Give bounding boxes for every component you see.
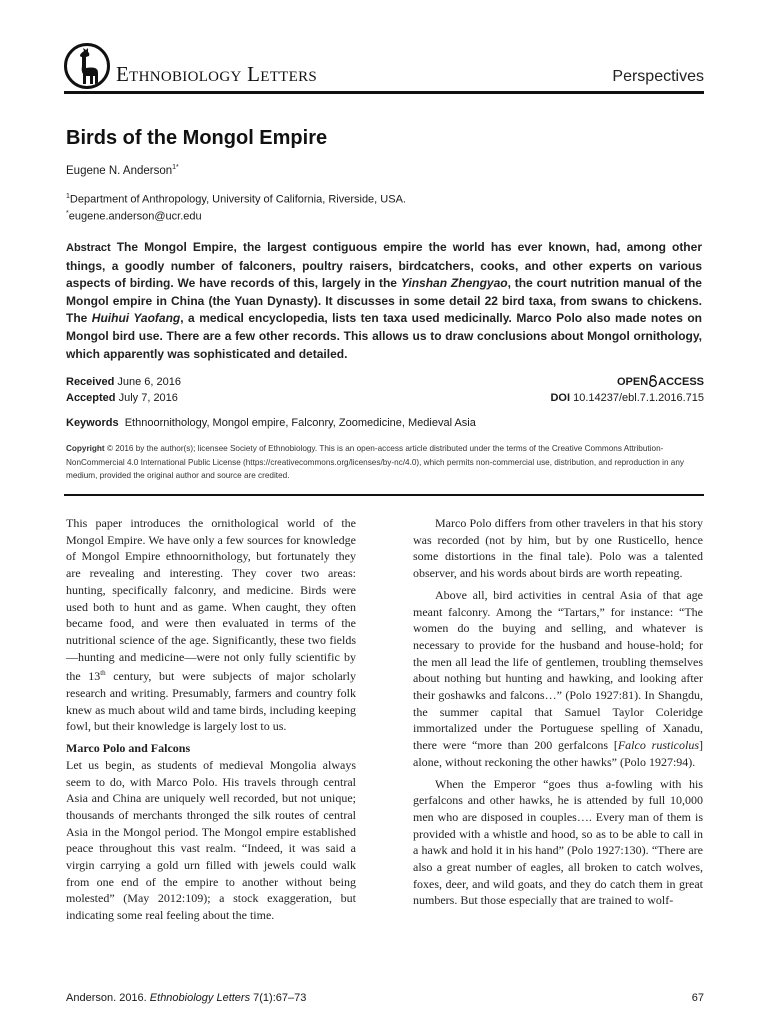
citation-journal: Ethnobiology Letters <box>149 992 251 1004</box>
footer-citation <box>66 992 306 1004</box>
received-label: Received <box>66 376 115 388</box>
open-access-right: ACCESS <box>658 376 704 388</box>
body-paragraph: When the Emperor “goes thus a-fowling with his gerfalcons and other hawks, he is attended by full 10,000 men who are disposed in couples…. Every man of them is provided with a whistle and hood, so as to be able to call in a hawk and hold it in his hand” (Polo 1927:130). “There are also a great number of eagles, all broken to catch wolves, foxes, deer, and wild goats, and they do catch them in great numbers. But those especially that are trained to wolf- <box>413 776 703 908</box>
italic-text: Yinshan Zhengyao <box>400 276 508 291</box>
accepted-date: July 7, 2016 <box>118 392 178 404</box>
text-run: The Mongol Empire, the largest contiguous empire the world has ever known, had, among other things, a goodly number of falconers, poultry raisers, birdcatchers, cooks, and other experts on various aspects of birding. We have records of this, largely in the <box>66 240 702 291</box>
text-run: , a medical encyclopedia, lists ten taxa used medicinally. Marco Polo also made notes on Mongol bird use. There are a few other records. This allows us to draw conclusions about Mongol ornithology, which apparently was sophisticated and detailed. <box>66 311 702 361</box>
text-run: ] alone, without reckoning the other hawks” (Polo 1927:94). <box>413 738 703 769</box>
affiliation-mark: 1 <box>66 193 70 200</box>
doi-label: DOI <box>550 392 571 404</box>
received-date: June 6, 2016 <box>117 376 181 388</box>
body-paragraph <box>413 587 703 771</box>
text-run: century, but were subjects of major scholarly research and writing. Presumably, farmers and country folk knew as much about wild and tame birds, including keeping fowl, but their knowledge is largely lost to us. <box>66 669 356 734</box>
body-paragraph <box>66 515 356 735</box>
section-label: Perspectives <box>612 68 704 85</box>
abstract <box>66 239 702 363</box>
dates <box>66 374 181 406</box>
section-divider <box>64 494 704 496</box>
open-access-badge <box>550 374 704 390</box>
citation-prefix: Anderson. 2016. <box>66 992 150 1004</box>
affiliation-text: Department of Anthropology, University of California, Riverside, USA. <box>69 193 406 206</box>
keywords-list: Ethnoornithology, Mongol empire, Falconry, Zoomedicine, Medieval Asia <box>124 417 476 429</box>
author-name: Eugene N. Anderson <box>66 164 173 177</box>
header-divider <box>64 91 704 94</box>
text-run: Above all, bird activities in central Asia of that age meant falconry. Among the “Tartars,” for instance: “The women do the buying and selling, and whatever is necessary to provide for the husband and house-hold; for the men all lead the life of gentlemen, troubling themselves about nothing but hunting and hawking, and looking after their goshawks and falcons…” (Polo 1927:81). In Shangdu, the summer capital that Samuel Taylor Coleridge immortalized under the Portuguese spelling of Xanadu, there were “more than 200 gerfalcons [ <box>413 587 703 753</box>
keywords-label: Keywords <box>66 417 119 429</box>
copyright-text: © 2016 by the author(s); licensee Society of Ethnobiology. This is an open-access article distributed under the terms of the Creative Commons Attribution-NonCommercial 4.0 International Public License (https://creativecommons.org/licenses/by-nc/4.0), which permits non-commercial use, distribution, and reproduction in any medium, provided the original author and source are credited. <box>66 444 684 481</box>
doi-line <box>550 390 704 406</box>
journal-name: Ethnobiology Letters <box>116 62 318 86</box>
email-mark: * <box>66 210 69 217</box>
accepted-label: Accepted <box>66 392 116 404</box>
author-line <box>66 164 179 177</box>
open-lock-icon <box>648 375 658 387</box>
abstract-label: Abstract <box>66 242 111 254</box>
open-access-block <box>550 374 704 406</box>
page-number: 67 <box>691 992 704 1004</box>
author-marks: 1* <box>172 164 179 171</box>
copyright-label: Copyright <box>66 444 105 453</box>
keywords <box>66 417 476 429</box>
superscript-text: th <box>100 669 106 678</box>
text-run: , the court nutrition manual of the Mongol empire in China (the Yuan Dynasty). It discusses in some detail 22 bird taxa, from swans to chickens. The <box>66 276 702 326</box>
text-run: This paper introduces the ornithological world of the Mongol Empire. We have only a few sources for knowledge of Mongol Empire ethnoornithology, but fortunately they are revealing and interesting. They cover two areas: hunting, specifically falconry, and medicine. Birds were used both to hunt and as game. When caught, they often became food, and were then evaluated in terms of the nutritional science of the age. Significantly, these two fields—hunting and medicine—were not only fully scientific by the 13 <box>66 516 356 684</box>
body-paragraph: Marco Polo differs from other travelers in that his story was recorded (not by him, but by one Rusticello, hence some distortions in the final tale). Polo was a talented observer, and his words about birds are worth repeating. <box>413 516 703 581</box>
open-access-left: OPEN <box>616 376 649 388</box>
copyright-notice <box>66 442 702 483</box>
affiliation <box>66 193 406 206</box>
section-heading: Marco Polo and Falcons <box>66 741 191 756</box>
body-column-right <box>413 515 703 909</box>
body-column-left <box>66 515 356 924</box>
llama-icon <box>67 46 107 86</box>
body-paragraph: Let us begin, as students of medieval Mongolia always seem to do, with Marco Polo. His travels through central Asia and China are uniquely well recorded, but not unique; thousands of merchants thronged the silk routes of central Asia in the Mongol period. The Mongol empire established peace throughout this vast realm. “Indeed, it was said a virgin carrying a gold urn filled with jewels could walk from one end of the empire to another without being molested” (May 2012:109); a stock exaggeration, but indicating some real feeling about the time. <box>66 757 356 923</box>
email-line <box>66 210 202 223</box>
citation-suffix: 7(1):67–73 <box>250 992 307 1004</box>
journal-logo <box>64 43 110 89</box>
email-link[interactable]: eugene.anderson@ucr.edu <box>68 210 202 223</box>
italic-text: Falco rusticolus <box>617 738 699 753</box>
abstract-text <box>66 240 702 361</box>
article-title: Birds of the Mongol Empire <box>66 127 328 149</box>
doi-value[interactable]: 10.14237/ebl.7.1.2016.715 <box>573 392 704 404</box>
italic-text: Huihui Yaofang <box>91 311 181 326</box>
